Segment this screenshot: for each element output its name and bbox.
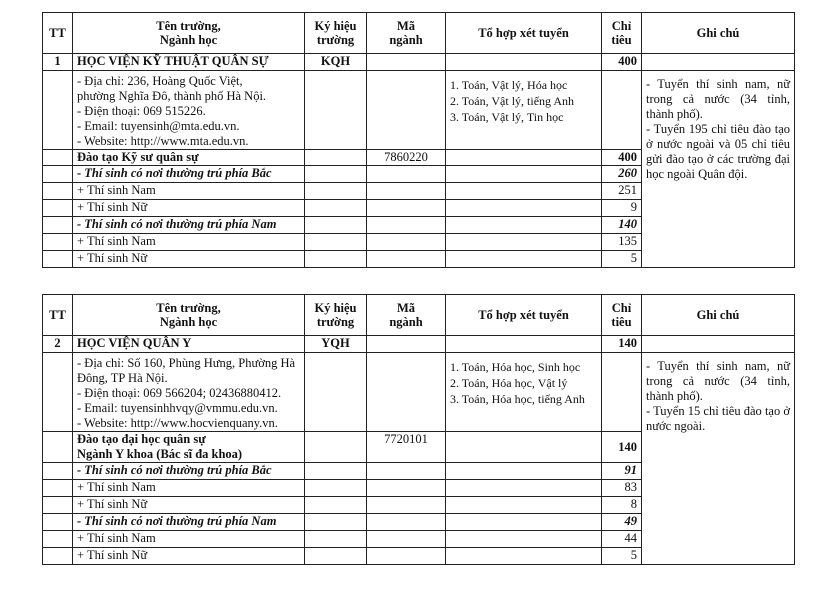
notes-cell — [642, 71, 795, 268]
empty-cell — [305, 200, 367, 217]
subject-combinations — [446, 353, 602, 432]
empty-cell — [43, 166, 73, 183]
header-tt — [43, 295, 73, 336]
header-note — [642, 13, 795, 54]
header-school-code — [305, 295, 367, 336]
empty-cell — [43, 463, 73, 480]
empty-cell — [305, 71, 367, 150]
empty-cell — [446, 54, 602, 71]
header-name-line: Tên trường, — [156, 19, 221, 33]
program-name — [73, 432, 305, 463]
empty-cell — [367, 353, 446, 432]
empty-cell — [367, 183, 446, 200]
empty-cell — [43, 251, 73, 268]
header-major-code-line: Mã — [396, 301, 416, 315]
address-row — [43, 71, 795, 150]
header-quota-line: tiêu — [611, 33, 632, 47]
breakdown-label: + Thí sinh Nữ — [73, 497, 305, 514]
breakdown-value: 9 — [602, 200, 642, 217]
header-note-line: Ghi chú — [696, 26, 740, 40]
empty-cell — [305, 150, 367, 166]
header-quota-line: tiêu — [611, 315, 632, 329]
header-note — [642, 295, 795, 336]
school-contact — [73, 353, 305, 432]
empty-cell — [446, 514, 602, 531]
empty-cell — [367, 217, 446, 234]
breakdown-label: + Thí sinh Nam — [73, 234, 305, 251]
empty-cell — [367, 497, 446, 514]
breakdown-value: 260 — [602, 166, 642, 183]
empty-cell — [43, 497, 73, 514]
breakdown-value: 135 — [602, 234, 642, 251]
header-tt-line: TT — [49, 308, 66, 322]
program-quota: 140 — [602, 432, 642, 463]
breakdown-label: + Thí sinh Nữ — [73, 200, 305, 217]
contact-line: - Điện thoại: 069 515226. — [77, 104, 206, 118]
empty-cell — [602, 353, 642, 432]
empty-cell — [305, 531, 367, 548]
program-line: Ngành Y khoa (Bác sĩ đa khoa) — [77, 447, 243, 461]
program-line: Đào tạo Kỹ sư quân sự — [77, 150, 199, 164]
header-school-code-line: Ký hiệu — [314, 19, 357, 33]
empty-cell — [305, 166, 367, 183]
empty-cell — [305, 251, 367, 268]
header-major-code-line: Mã — [396, 19, 416, 33]
empty-cell — [43, 432, 73, 463]
header-name-line: Tên trường, — [156, 301, 221, 315]
empty-cell — [367, 200, 446, 217]
school-quota: 140 — [602, 336, 642, 353]
contact-line: - Địa chỉ: Số 160, Phùng Hưng, Phường Hà — [77, 356, 296, 370]
empty-cell — [446, 548, 602, 565]
school-name: HỌC VIỆN KỸ THUẬT QUÂN SỰ — [73, 54, 305, 71]
school-row — [43, 336, 795, 353]
empty-cell — [367, 480, 446, 497]
school-row — [43, 54, 795, 71]
empty-cell — [367, 514, 446, 531]
contact-line: phường Nghĩa Đô, thành phố Hà Nội. — [77, 89, 267, 103]
combination-item: 2. Toán, Vật lý, tiếng Anh — [450, 94, 575, 108]
empty-cell — [446, 200, 602, 217]
empty-cell — [446, 183, 602, 200]
empty-cell — [446, 463, 602, 480]
header-tt — [43, 13, 73, 54]
breakdown-value: 83 — [602, 480, 642, 497]
header-major-code — [367, 13, 446, 54]
program-name — [73, 150, 305, 166]
empty-cell — [367, 548, 446, 565]
header-row — [43, 295, 795, 336]
breakdown-label: - Thí sinh có nơi thường trú phía Nam — [73, 514, 305, 531]
empty-cell — [446, 432, 602, 463]
header-major-code — [367, 295, 446, 336]
header-school-code-line: Ký hiệu — [314, 301, 357, 315]
breakdown-value: 140 — [602, 217, 642, 234]
major-code: 7860220 — [367, 150, 446, 166]
admission-table — [42, 12, 795, 268]
empty-cell — [446, 531, 602, 548]
note-item: - Tuyển thí sinh nam, nữ trong cả nước (34 tỉnh, thành phố). — [646, 77, 790, 121]
empty-cell — [305, 432, 367, 463]
empty-cell — [305, 548, 367, 565]
header-name — [73, 295, 305, 336]
contact-line: - Điện thoại: 069 566204; 02436880412. — [77, 386, 282, 400]
header-combo — [446, 295, 602, 336]
combination-item: 2. Toán, Hóa học, Vật lý — [450, 376, 568, 390]
school-code: YQH — [305, 336, 367, 353]
header-row — [43, 13, 795, 54]
breakdown-label: + Thí sinh Nữ — [73, 251, 305, 268]
breakdown-value: 251 — [602, 183, 642, 200]
empty-cell — [446, 497, 602, 514]
empty-cell — [43, 353, 73, 432]
empty-cell — [43, 234, 73, 251]
empty-cell — [43, 217, 73, 234]
header-name-line: Ngành học — [159, 315, 218, 329]
school-quota: 400 — [602, 54, 642, 71]
breakdown-value: 5 — [602, 548, 642, 565]
combination-item: 1. Toán, Hóa học, Sinh học — [450, 360, 581, 374]
school-contact — [73, 71, 305, 150]
combination-item: 1. Toán, Vật lý, Hóa học — [450, 78, 568, 92]
empty-cell — [446, 150, 602, 166]
breakdown-value: 91 — [602, 463, 642, 480]
notes-cell — [642, 353, 795, 565]
header-school-code-line: trường — [316, 315, 355, 329]
header-tt-line: TT — [49, 26, 66, 40]
empty-cell — [43, 480, 73, 497]
school-name: HỌC VIỆN QUÂN Y — [73, 336, 305, 353]
empty-cell — [305, 480, 367, 497]
breakdown-label: + Thí sinh Nam — [73, 531, 305, 548]
empty-cell — [367, 336, 446, 353]
breakdown-label: + Thí sinh Nam — [73, 480, 305, 497]
empty-cell — [367, 463, 446, 480]
empty-cell — [446, 336, 602, 353]
empty-cell — [446, 251, 602, 268]
school-code: KQH — [305, 54, 367, 71]
address-row — [43, 353, 795, 432]
contact-line: - Email: tuyensinh@mta.edu.vn. — [77, 119, 240, 133]
breakdown-label: + Thí sinh Nữ — [73, 548, 305, 565]
breakdown-value: 44 — [602, 531, 642, 548]
breakdown-label: - Thí sinh có nơi thường trú phía Bắc — [73, 166, 305, 183]
breakdown-label: - Thí sinh có nơi thường trú phía Bắc — [73, 463, 305, 480]
empty-cell — [642, 336, 795, 353]
header-major-code-line: ngành — [389, 315, 423, 329]
header-combo-line: Tổ hợp xét tuyển — [478, 308, 569, 322]
empty-cell — [305, 234, 367, 251]
empty-cell — [43, 183, 73, 200]
empty-cell — [43, 71, 73, 150]
header-note-line: Ghi chú — [696, 308, 740, 322]
empty-cell — [446, 217, 602, 234]
contact-line: - Địa chỉ: 236, Hoàng Quốc Việt, — [77, 74, 243, 88]
empty-cell — [367, 531, 446, 548]
empty-cell — [305, 183, 367, 200]
header-quota-line: Chỉ — [611, 19, 632, 33]
empty-cell — [446, 166, 602, 183]
empty-cell — [367, 251, 446, 268]
note-item: - Tuyển 15 chỉ tiêu đào tạo ở nước ngoài. — [646, 404, 790, 433]
note-item: - Tuyển 195 chỉ tiêu đào tạo ở nước ngoài và 05 chỉ tiêu gửi đào tạo ở các trường đại học ngoài Quân đội. — [646, 122, 790, 181]
empty-cell — [305, 353, 367, 432]
empty-cell — [305, 217, 367, 234]
header-quota — [602, 13, 642, 54]
school-number: 1 — [43, 54, 73, 71]
empty-cell — [367, 166, 446, 183]
empty-cell — [642, 54, 795, 71]
empty-cell — [446, 234, 602, 251]
empty-cell — [602, 71, 642, 150]
empty-cell — [43, 514, 73, 531]
breakdown-value: 49 — [602, 514, 642, 531]
program-line: Đào tạo đại học quân sự — [77, 432, 206, 446]
header-name — [73, 13, 305, 54]
empty-cell — [446, 480, 602, 497]
header-combo — [446, 13, 602, 54]
major-code: 7720101 — [367, 432, 446, 463]
header-quota — [602, 295, 642, 336]
admission-table — [42, 294, 795, 565]
empty-cell — [43, 548, 73, 565]
breakdown-label: - Thí sinh có nơi thường trú phía Nam — [73, 217, 305, 234]
empty-cell — [367, 234, 446, 251]
header-school-code-line: trường — [316, 33, 355, 47]
contact-line: Đông, TP Hà Nội. — [77, 371, 168, 385]
empty-cell — [43, 531, 73, 548]
contact-line: - Website: http://www.mta.edu.vn. — [77, 134, 249, 148]
school-number: 2 — [43, 336, 73, 353]
header-major-code-line: ngành — [389, 33, 423, 47]
combination-item: 3. Toán, Hóa học, tiếng Anh — [450, 392, 585, 406]
note-item: - Tuyển thí sinh nam, nữ trong cả nước (34 tỉnh, thành phố). — [646, 359, 790, 403]
combination-item: 3. Toán, Vật lý, Tin học — [450, 110, 564, 124]
breakdown-value: 8 — [602, 497, 642, 514]
empty-cell — [43, 150, 73, 166]
header-quota-line: Chỉ — [611, 301, 632, 315]
breakdown-label: + Thí sinh Nam — [73, 183, 305, 200]
header-name-line: Ngành học — [159, 33, 218, 47]
subject-combinations — [446, 71, 602, 150]
empty-cell — [305, 497, 367, 514]
contact-line: - Email: tuyensinhhvqy@vmmu.edu.vn. — [77, 401, 278, 415]
empty-cell — [43, 200, 73, 217]
empty-cell — [367, 54, 446, 71]
program-quota: 400 — [602, 150, 642, 166]
empty-cell — [305, 463, 367, 480]
contact-line: - Website: http://www.hocvienquany.vn. — [77, 416, 278, 430]
header-combo-line: Tổ hợp xét tuyển — [478, 26, 569, 40]
empty-cell — [305, 514, 367, 531]
header-school-code — [305, 13, 367, 54]
breakdown-value: 5 — [602, 251, 642, 268]
empty-cell — [367, 71, 446, 150]
